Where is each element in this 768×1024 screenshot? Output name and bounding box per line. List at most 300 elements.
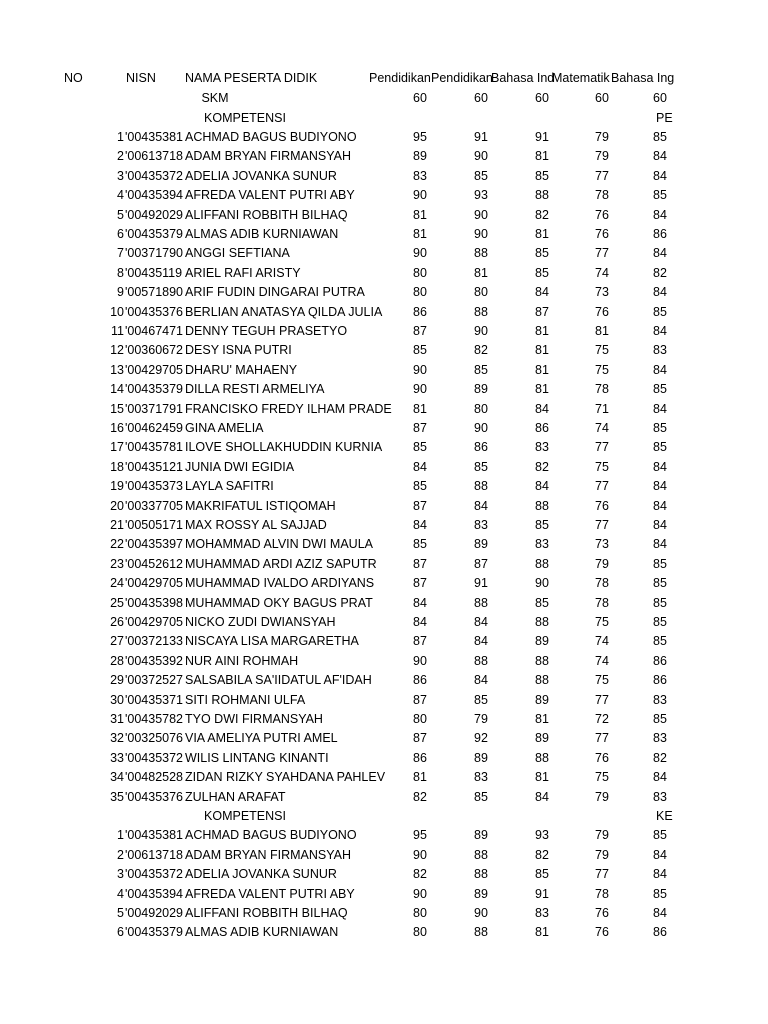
row-score-5: 85 (653, 886, 667, 901)
row-score-1: 85 (413, 343, 427, 358)
row-score-5: 86 (653, 925, 667, 940)
row-student-name: ARIEL RAFI ARISTY (185, 265, 301, 280)
row-score-2: 84 (474, 673, 488, 688)
row-score-4: 75 (595, 362, 609, 377)
row-score-3: 85 (535, 517, 549, 532)
row-number: 7 (117, 246, 124, 261)
row-number: 23 (110, 556, 124, 571)
row-score-1: 87 (413, 731, 427, 746)
row-score-3: 82 (535, 207, 549, 222)
row-number: 15 (110, 401, 124, 416)
section-label: KOMPETENSI (204, 110, 286, 125)
row-nisn: '00462459 (125, 420, 184, 435)
row-score-5: 84 (653, 401, 667, 416)
row-student-name: ADELIA JOVANKA SUNUR (185, 867, 337, 882)
row-score-2: 88 (474, 246, 488, 261)
row-score-4: 73 (595, 285, 609, 300)
row-nisn: '00613718 (125, 847, 184, 862)
row-nisn: '00435119 (125, 265, 183, 280)
row-score-3: 90 (535, 576, 549, 591)
row-score-1: 86 (413, 304, 427, 319)
row-score-2: 88 (474, 479, 488, 494)
table-row (0, 535, 672, 554)
row-score-2: 84 (474, 634, 488, 649)
row-score-4: 75 (595, 459, 609, 474)
row-score-5: 84 (653, 479, 667, 494)
row-number: 29 (110, 673, 124, 688)
table-row (0, 128, 672, 147)
row-score-3: 87 (535, 304, 549, 319)
row-student-name: ACHMAD BAGUS BUDIYONO (185, 129, 357, 144)
row-score-1: 87 (413, 420, 427, 435)
row-score-5: 85 (653, 440, 667, 455)
table-row (0, 865, 672, 884)
row-nisn: '00492029 (125, 207, 184, 222)
table-row (0, 594, 672, 613)
row-nisn: '00435397 (125, 537, 184, 552)
row-number: 1 (117, 129, 124, 144)
row-score-4: 74 (595, 420, 609, 435)
row-number: 5 (117, 905, 124, 920)
row-nisn: '00435379 (125, 226, 184, 241)
row-score-2: 83 (474, 517, 488, 532)
row-nisn: '00360672 (125, 343, 184, 358)
header-no: NO (64, 71, 83, 85)
row-score-5: 84 (653, 362, 667, 377)
row-nisn: '00435394 (125, 188, 184, 203)
row-score-3: 81 (535, 226, 549, 241)
row-score-4: 79 (595, 149, 609, 164)
row-score-3: 84 (535, 285, 549, 300)
row-number: 1 (117, 828, 124, 843)
row-score-5: 85 (653, 304, 667, 319)
row-score-4: 72 (595, 711, 609, 726)
row-number: 17 (110, 440, 124, 455)
row-student-name: MUHAMMAD IVALDO ARDIYANS (185, 576, 375, 591)
table-row (0, 303, 672, 322)
row-score-4: 76 (595, 750, 609, 765)
row-student-name: ALIFFANI ROBBITH BILHAQ (185, 207, 348, 222)
row-nisn: '00435781 (125, 440, 184, 455)
row-score-1: 89 (413, 149, 427, 164)
row-score-2: 88 (474, 925, 488, 940)
row-score-3: 81 (535, 323, 549, 338)
row-score-1: 95 (413, 129, 427, 144)
row-nisn: '00505171 (125, 517, 184, 532)
row-student-name: TYO DWI FIRMANSYAH (185, 711, 323, 726)
table-row (0, 691, 672, 710)
row-number: 9 (117, 285, 124, 300)
row-score-2: 80 (474, 401, 488, 416)
row-score-3: 81 (535, 362, 549, 377)
row-score-2: 87 (474, 556, 488, 571)
row-score-5: 85 (653, 711, 667, 726)
row-score-5: 82 (653, 750, 667, 765)
row-score-2: 79 (474, 711, 488, 726)
row-number: 6 (117, 925, 124, 940)
row-number: 2 (117, 847, 124, 862)
row-score-2: 91 (474, 129, 488, 144)
row-number: 27 (110, 634, 124, 649)
row-score-5: 85 (653, 420, 667, 435)
row-score-1: 90 (413, 382, 427, 397)
row-number: 19 (110, 479, 124, 494)
row-nisn: '00325076 (125, 731, 184, 746)
table-row (0, 167, 672, 186)
table-row (0, 923, 672, 942)
table-row (0, 574, 672, 593)
row-student-name: ALMAS ADIB KURNIAWAN (185, 226, 339, 241)
row-score-2: 90 (474, 905, 488, 920)
row-nisn: '00435121 (125, 459, 184, 474)
row-number: 26 (110, 614, 124, 629)
row-score-2: 83 (474, 770, 488, 785)
row-score-3: 84 (535, 789, 549, 804)
row-student-name: ZIDAN RIZKY SYAHDANA PAHLEV (185, 770, 386, 785)
row-score-5: 84 (653, 905, 667, 920)
row-nisn: '00372527 (125, 673, 184, 688)
row-score-3: 81 (535, 343, 549, 358)
row-score-4: 76 (595, 207, 609, 222)
row-student-name: MAKRIFATUL ISTIQOMAH (185, 498, 336, 513)
row-score-1: 84 (413, 595, 427, 610)
table-row (0, 788, 672, 807)
table-row (0, 749, 672, 768)
row-student-name: MAX ROSSY AL SAJJAD (185, 517, 327, 532)
row-score-1: 87 (413, 323, 427, 338)
row-score-5: 84 (653, 847, 667, 862)
row-score-2: 90 (474, 149, 488, 164)
row-score-4: 78 (595, 188, 609, 203)
row-score-5: 86 (653, 673, 667, 688)
row-score-4: 75 (595, 343, 609, 358)
row-score-3: 81 (535, 149, 549, 164)
row-nisn: '00435376 (125, 304, 184, 319)
skm-label: SKM (201, 91, 229, 105)
row-score-2: 88 (474, 304, 488, 319)
row-score-5: 84 (653, 323, 667, 338)
table-row (0, 341, 672, 360)
table-row (0, 400, 672, 419)
skm-value-1: 60 (413, 91, 427, 105)
row-score-5: 85 (653, 188, 667, 203)
row-score-4: 79 (595, 556, 609, 571)
row-score-1: 84 (413, 459, 427, 474)
table-row (0, 244, 672, 263)
row-score-2: 85 (474, 789, 488, 804)
row-number: 18 (110, 459, 124, 474)
row-score-3: 88 (535, 188, 549, 203)
row-score-4: 76 (595, 925, 609, 940)
row-score-3: 83 (535, 905, 549, 920)
table-row (0, 671, 672, 690)
row-score-4: 74 (595, 634, 609, 649)
row-score-2: 84 (474, 614, 488, 629)
table-row (0, 322, 672, 341)
table-row (0, 516, 672, 535)
row-score-4: 74 (595, 265, 609, 280)
row-score-4: 78 (595, 595, 609, 610)
row-score-3: 88 (535, 614, 549, 629)
row-nisn: '00435398 (125, 595, 184, 610)
row-score-2: 89 (474, 382, 488, 397)
row-score-1: 84 (413, 614, 427, 629)
row-nisn: '00372133 (125, 634, 184, 649)
row-number: 25 (110, 595, 124, 610)
row-score-1: 95 (413, 828, 427, 843)
row-score-1: 87 (413, 634, 427, 649)
row-score-2: 90 (474, 323, 488, 338)
row-score-2: 90 (474, 420, 488, 435)
row-student-name: DESY ISNA PUTRI (185, 343, 292, 358)
row-score-1: 83 (413, 168, 427, 183)
row-score-5: 85 (653, 614, 667, 629)
row-score-3: 84 (535, 479, 549, 494)
row-score-3: 83 (535, 537, 549, 552)
row-student-name: DHARU' MAHAENY (185, 362, 298, 377)
row-student-name: AFREDA VALENT PUTRI ABY (185, 886, 355, 901)
row-student-name: MUHAMMAD OKY BAGUS PRAT (185, 595, 373, 610)
section-right-label: PE (656, 110, 673, 125)
row-student-name: FRANCISKO FREDY ILHAM PRADE (185, 401, 392, 416)
row-score-4: 77 (595, 517, 609, 532)
table-row (0, 555, 672, 574)
row-score-3: 89 (535, 731, 549, 746)
row-score-4: 76 (595, 226, 609, 241)
row-score-4: 79 (595, 828, 609, 843)
row-number: 8 (117, 265, 124, 280)
row-score-2: 92 (474, 731, 488, 746)
row-score-5: 84 (653, 285, 667, 300)
row-score-4: 77 (595, 692, 609, 707)
skm-value-5: 60 (653, 91, 667, 105)
row-nisn: '00429705 (125, 576, 184, 591)
row-number: 35 (110, 789, 124, 804)
table-row (0, 632, 672, 651)
table-row (0, 380, 672, 399)
row-student-name: NICKO ZUDI DWIANSYAH (185, 614, 336, 629)
table-row (0, 477, 672, 496)
row-student-name: NUR AINI ROHMAH (185, 653, 299, 668)
section-row (0, 109, 672, 128)
row-score-2: 85 (474, 168, 488, 183)
row-number: 10 (110, 304, 124, 319)
row-number: 14 (110, 382, 124, 397)
row-number: 2 (117, 149, 124, 164)
row-number: 12 (110, 343, 124, 358)
row-score-2: 89 (474, 828, 488, 843)
row-number: 4 (117, 188, 124, 203)
row-score-4: 75 (595, 614, 609, 629)
row-nisn: '00435371 (125, 692, 184, 707)
row-nisn: '00435379 (125, 925, 184, 940)
row-score-1: 87 (413, 692, 427, 707)
row-number: 33 (110, 750, 124, 765)
row-student-name: ADAM BRYAN FIRMANSYAH (185, 847, 351, 862)
skm-row (0, 89, 672, 108)
row-score-3: 88 (535, 498, 549, 513)
row-nisn: '00435394 (125, 886, 184, 901)
row-student-name: ALMAS ADIB KURNIAWAN (185, 925, 339, 940)
row-number: 20 (110, 498, 124, 513)
row-score-2: 81 (474, 265, 488, 280)
section-row (0, 807, 672, 826)
row-score-1: 86 (413, 750, 427, 765)
row-score-3: 88 (535, 653, 549, 668)
row-student-name: DENNY TEGUH PRASETYO (185, 323, 348, 338)
row-score-5: 83 (653, 343, 667, 358)
row-score-5: 85 (653, 129, 667, 144)
table-row (0, 438, 672, 457)
row-score-5: 84 (653, 207, 667, 222)
row-score-1: 87 (413, 576, 427, 591)
row-score-3: 88 (535, 556, 549, 571)
table-row (0, 768, 672, 787)
row-number: 31 (110, 711, 124, 726)
row-score-1: 87 (413, 498, 427, 513)
row-score-2: 84 (474, 498, 488, 513)
row-score-4: 78 (595, 886, 609, 901)
row-score-4: 75 (595, 673, 609, 688)
row-nisn: '00337705 (125, 498, 184, 513)
row-score-5: 86 (653, 653, 667, 668)
row-score-3: 85 (535, 168, 549, 183)
row-score-5: 86 (653, 226, 667, 241)
row-score-4: 79 (595, 847, 609, 862)
row-score-5: 83 (653, 731, 667, 746)
row-number: 24 (110, 576, 124, 591)
row-score-4: 74 (595, 653, 609, 668)
row-score-3: 88 (535, 673, 549, 688)
row-number: 34 (110, 770, 124, 785)
row-nisn: '00492029 (125, 905, 184, 920)
header-nisn: NISN (126, 71, 156, 85)
row-score-3: 81 (535, 925, 549, 940)
section-label: KOMPETENSI (204, 808, 286, 823)
row-score-5: 85 (653, 595, 667, 610)
section-right-label: KE (656, 808, 673, 823)
row-score-2: 89 (474, 886, 488, 901)
row-nisn: '00435372 (125, 867, 184, 882)
row-score-5: 82 (653, 265, 667, 280)
row-student-name: ANGGI SEFTIANA (185, 246, 290, 261)
row-score-4: 71 (595, 401, 609, 416)
row-nisn: '00429705 (125, 614, 184, 629)
row-score-4: 76 (595, 905, 609, 920)
table-row (0, 283, 672, 302)
header-subject-4: Matematik (552, 71, 610, 85)
row-score-1: 82 (413, 789, 427, 804)
row-nisn: '00467471 (125, 323, 184, 338)
row-score-4: 77 (595, 440, 609, 455)
row-number: 3 (117, 168, 124, 183)
row-nisn: '00571890 (125, 285, 184, 300)
row-score-3: 85 (535, 246, 549, 261)
row-nisn: '00435381 (125, 828, 184, 843)
row-score-1: 85 (413, 537, 427, 552)
row-student-name: ILOVE SHOLLAKHUDDIN KURNIA (185, 440, 383, 455)
row-score-5: 85 (653, 634, 667, 649)
row-student-name: ARIF FUDIN DINGARAI PUTRA (185, 285, 365, 300)
row-score-3: 85 (535, 265, 549, 280)
row-score-2: 85 (474, 459, 488, 474)
row-score-2: 88 (474, 847, 488, 862)
row-score-5: 85 (653, 576, 667, 591)
row-score-2: 91 (474, 576, 488, 591)
row-score-3: 86 (535, 420, 549, 435)
row-score-4: 79 (595, 129, 609, 144)
row-student-name: WILIS LINTANG KINANTI (185, 750, 329, 765)
row-nisn: '00452612 (125, 556, 184, 571)
row-score-4: 77 (595, 246, 609, 261)
row-score-1: 86 (413, 673, 427, 688)
row-score-3: 89 (535, 692, 549, 707)
row-nisn: '00429705 (125, 362, 184, 377)
row-student-name: ACHMAD BAGUS BUDIYONO (185, 828, 357, 843)
row-student-name: AFREDA VALENT PUTRI ABY (185, 188, 355, 203)
header-row (0, 69, 675, 88)
row-nisn: '00435782 (125, 711, 184, 726)
row-score-4: 73 (595, 537, 609, 552)
row-score-4: 75 (595, 770, 609, 785)
row-score-4: 81 (595, 323, 609, 338)
row-score-5: 84 (653, 770, 667, 785)
row-score-2: 90 (474, 226, 488, 241)
row-score-1: 81 (413, 207, 427, 222)
table-row (0, 613, 672, 632)
row-student-name: MOHAMMAD ALVIN DWI MAULA (185, 537, 373, 552)
row-nisn: '00435373 (125, 479, 184, 494)
row-nisn: '00482528 (125, 770, 184, 785)
row-score-3: 88 (535, 750, 549, 765)
row-score-3: 81 (535, 711, 549, 726)
row-nisn: '00371791 (125, 401, 184, 416)
row-score-5: 84 (653, 498, 667, 513)
row-score-4: 79 (595, 789, 609, 804)
row-score-1: 80 (413, 711, 427, 726)
row-score-1: 80 (413, 925, 427, 940)
row-score-3: 91 (535, 129, 549, 144)
header-subject-5: Bahasa Ing (611, 71, 675, 85)
row-score-2: 86 (474, 440, 488, 455)
row-student-name: MUHAMMAD ARDI AZIZ SAPUTR (185, 556, 377, 571)
table-row (0, 225, 672, 244)
row-score-3: 84 (535, 401, 549, 416)
row-score-2: 89 (474, 750, 488, 765)
row-student-name: ALIFFANI ROBBITH BILHAQ (185, 905, 348, 920)
row-score-3: 83 (535, 440, 549, 455)
row-score-1: 85 (413, 479, 427, 494)
row-nisn: '00371790 (125, 246, 184, 261)
row-score-2: 90 (474, 207, 488, 222)
row-score-4: 77 (595, 168, 609, 183)
row-student-name: NISCAYA LISA MARGARETHA (185, 634, 359, 649)
row-score-2: 85 (474, 692, 488, 707)
table-row (0, 885, 672, 904)
row-number: 16 (110, 420, 124, 435)
row-student-name: LAYLA SAFITRI (185, 479, 274, 494)
row-score-1: 81 (413, 770, 427, 785)
skm-value-4: 60 (595, 91, 609, 105)
table-row (0, 147, 672, 166)
skm-value-2: 60 (474, 91, 488, 105)
table-row (0, 419, 672, 438)
row-number: 6 (117, 226, 124, 241)
row-student-name: SITI ROHMANI ULFA (185, 692, 306, 707)
row-score-5: 85 (653, 828, 667, 843)
row-score-2: 82 (474, 343, 488, 358)
row-score-1: 82 (413, 867, 427, 882)
